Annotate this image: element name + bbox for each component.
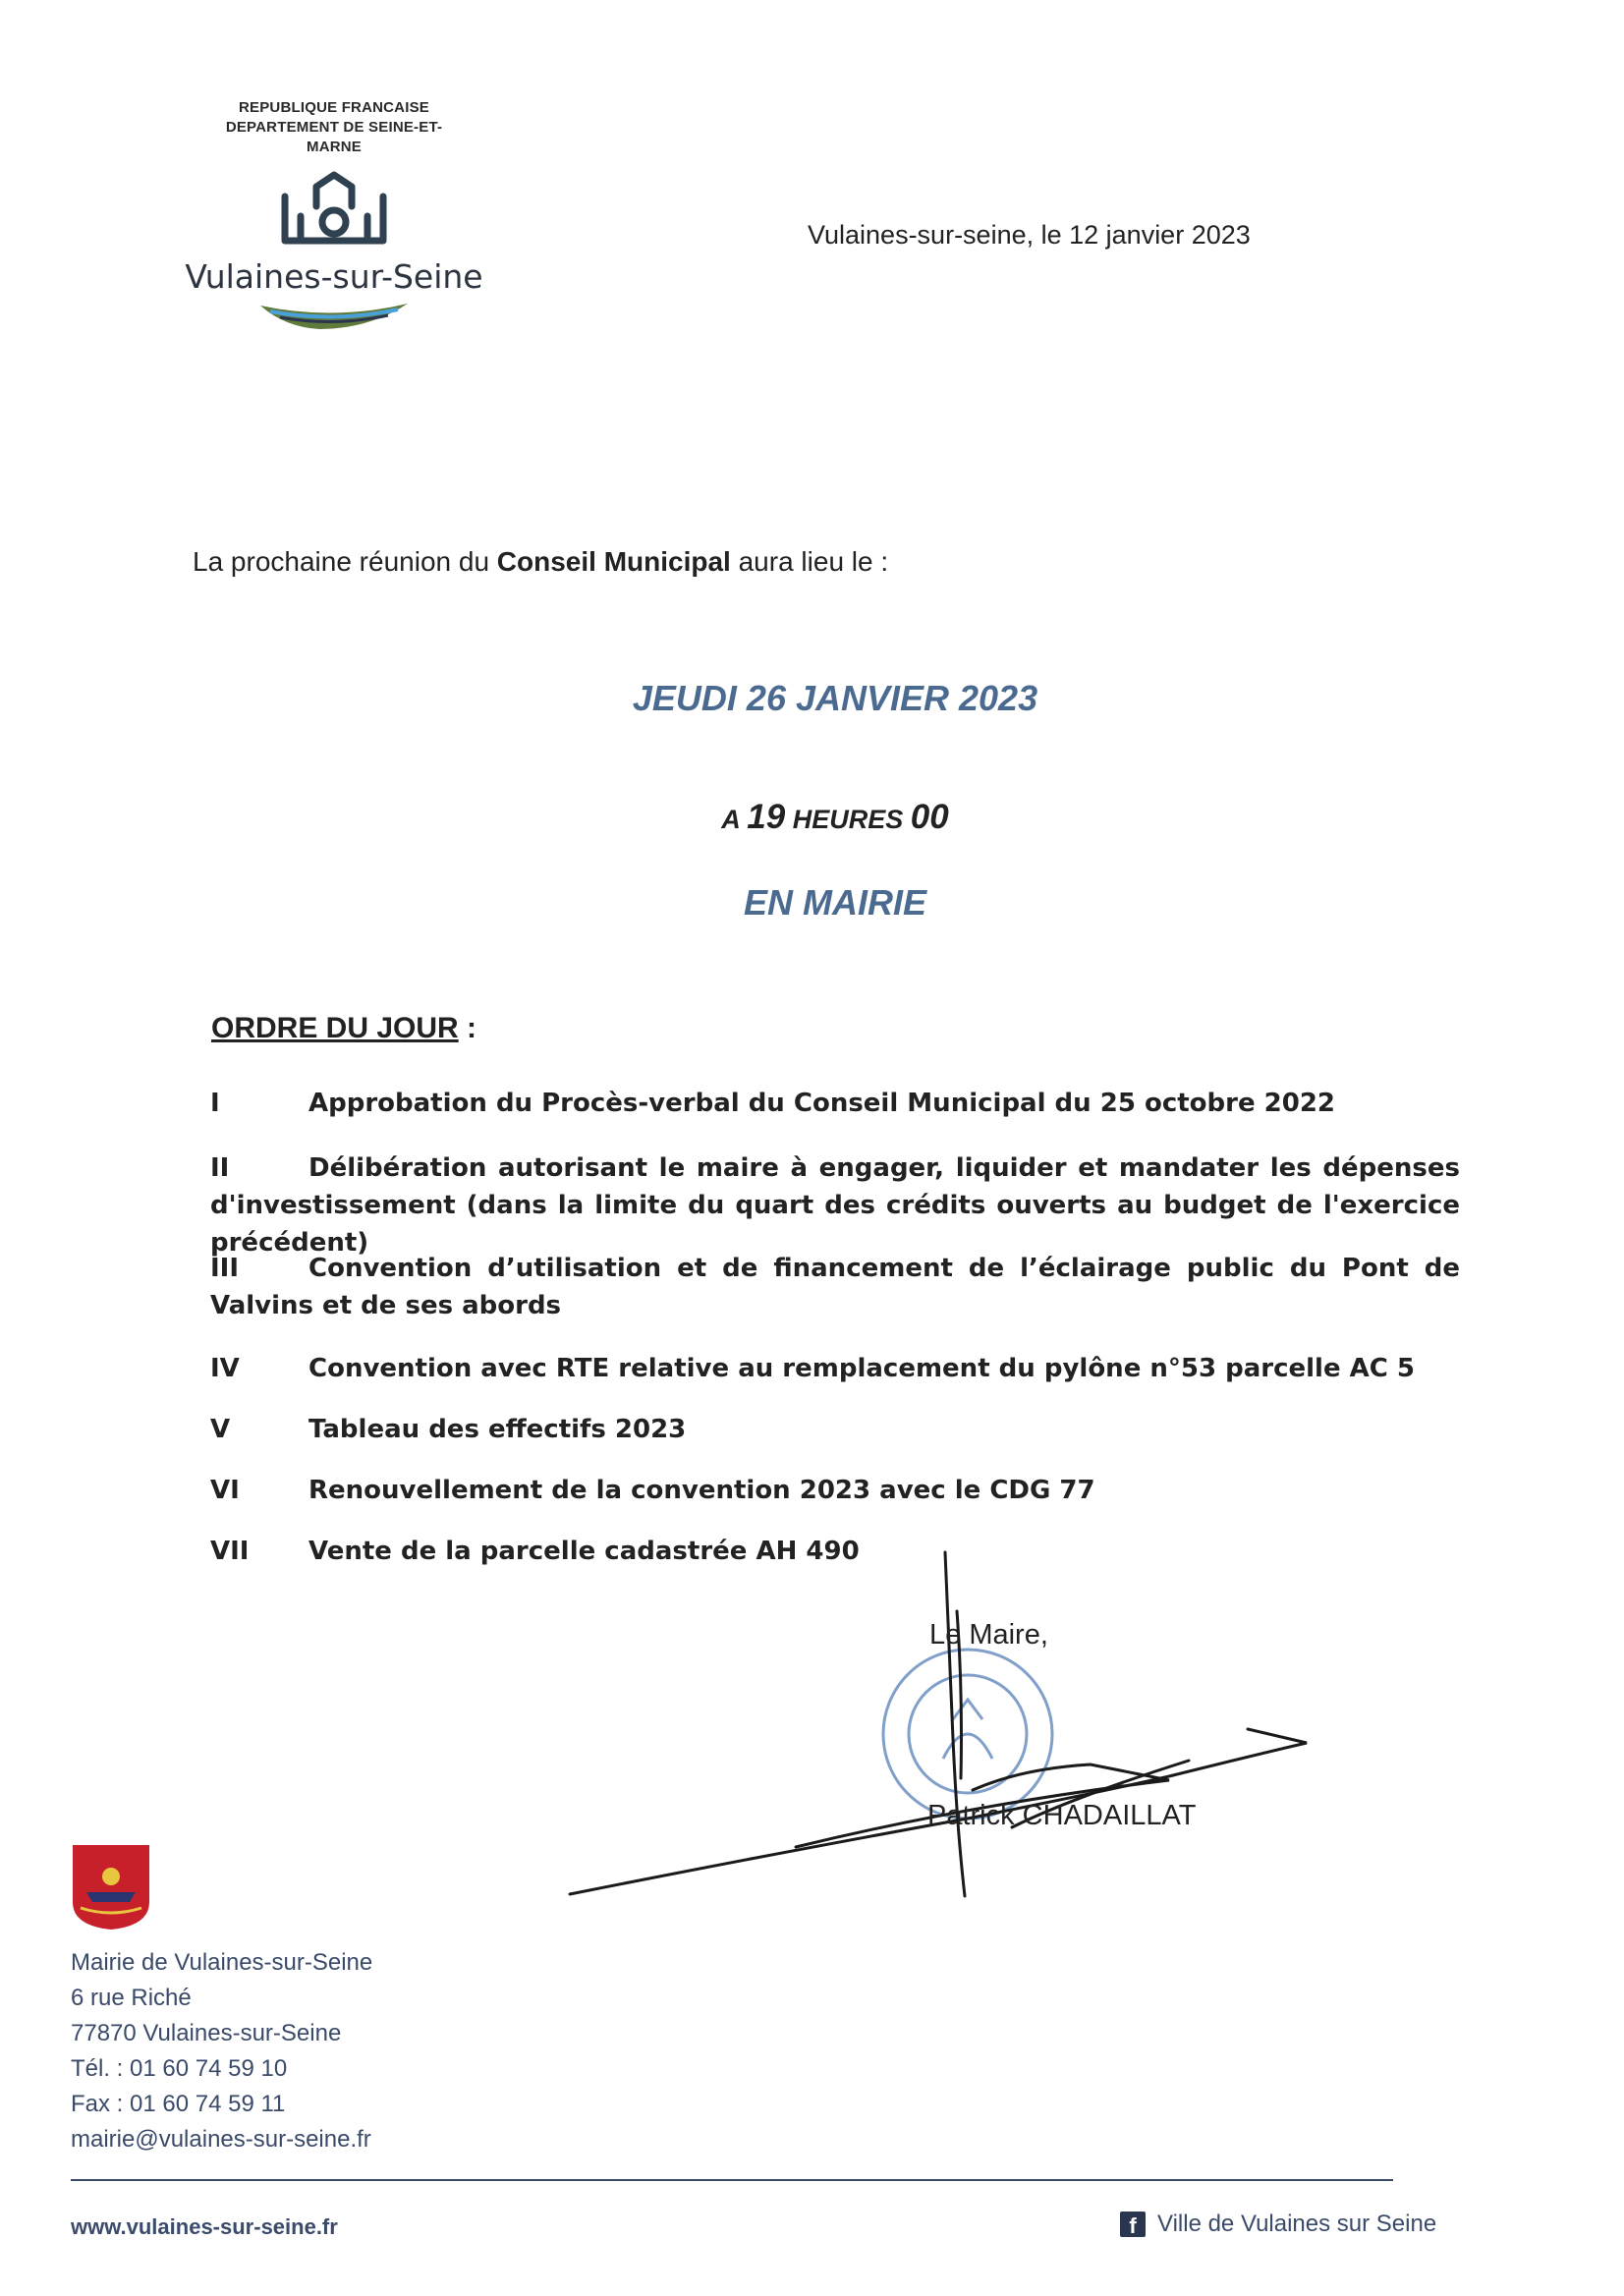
footer-divider	[71, 2179, 1393, 2181]
agenda-item	[210, 1472, 1460, 1509]
meeting-date: JEUDI 26 JANVIER 2023	[632, 678, 1038, 718]
time-prefix: A	[721, 805, 748, 834]
coat-of-arms-icon	[69, 1843, 153, 1932]
agenda-heading	[211, 1012, 476, 1045]
agenda-item-number: IV	[210, 1354, 240, 1383]
agenda-item	[210, 1250, 1460, 1324]
contact-street: 6 rue Riché	[71, 1985, 192, 2011]
agenda-heading-text: ORDRE DU JOUR	[211, 1012, 459, 1044]
town-name: Vulaines-sur-Seine	[185, 257, 483, 296]
letterhead-line-1: REPUBLIQUE FRANCAISE	[238, 99, 429, 116]
intro-before: La prochaine réunion du	[193, 546, 497, 577]
agenda-item-text: Tableau des effectifs 2023	[308, 1415, 687, 1444]
dateline: Vulaines-sur-seine, le 12 janvier 2023	[808, 220, 1251, 250]
river-wave-icon	[251, 300, 418, 333]
agenda-item-text: Renouvellement de la convention 2023 avec le CDG 77	[308, 1476, 1095, 1505]
agenda-item	[210, 1411, 1460, 1448]
letterhead-line-3: MARNE	[307, 139, 362, 155]
contact-email[interactable]: mairie@vulaines-sur-seine.fr	[71, 2126, 371, 2153]
facebook-label: Ville de Vulaines sur Seine	[1157, 2211, 1437, 2237]
letterhead-line-2: DEPARTEMENT DE SEINE-ET-	[225, 119, 443, 136]
agenda-item-number: II	[210, 1153, 230, 1183]
agenda-item-number: III	[210, 1254, 240, 1283]
signoff-title: Le Maire,	[929, 1619, 1048, 1651]
website-link[interactable]: www.vulaines-sur-seine.fr	[71, 2214, 338, 2239]
meeting-place: EN MAIRIE	[743, 882, 926, 923]
facebook-link[interactable]	[1120, 2211, 1436, 2238]
agenda-item-number: I	[210, 1089, 220, 1118]
agenda-item-number: VII	[210, 1537, 250, 1566]
agenda-heading-suffix: :	[458, 1012, 477, 1044]
contact-city: 77870 Vulaines-sur-Seine	[71, 2020, 342, 2046]
agenda-item	[210, 1085, 1460, 1122]
agenda-item-text: Convention avec RTE relative au remplacement du pylône n°53 parcelle AC 5	[308, 1354, 1415, 1383]
agenda-item-text: Délibération autorisant le maire à engager, liquider et mandater les dépenses d'investissement (dans la limite du quart des crédits ouverts au budget de l'exercice précédent)	[210, 1153, 1460, 1258]
intro-after: aura lieu le :	[730, 546, 889, 577]
agenda-item-text: Vente de la parcelle cadastrée AH 490	[308, 1537, 860, 1566]
facebook-icon: f	[1120, 2212, 1146, 2237]
agenda-item-number: V	[210, 1415, 231, 1444]
contact-fax: Fax : 01 60 74 59 11	[71, 2091, 286, 2117]
intro-bold: Conseil Municipal	[496, 546, 731, 577]
time-hour: 19	[747, 798, 786, 836]
agenda-item-number: VI	[210, 1476, 240, 1505]
contact-phone: Tél. : 01 60 74 59 10	[71, 2055, 288, 2082]
agenda-item	[210, 1149, 1460, 1261]
handwritten-signature-icon	[560, 1533, 1326, 1906]
agenda-item-text: Convention d’utilisation et de financement de l’éclairage public du Pont de Valvins et de ses abords	[210, 1254, 1460, 1320]
signer-name: Patrick CHADAILLAT	[927, 1800, 1197, 1831]
time-word: HEURES	[785, 805, 911, 834]
town-hall-logo-icon	[265, 167, 403, 255]
letterhead	[167, 98, 501, 333]
agenda-item-text: Approbation du Procès-verbal du Conseil Municipal du 25 octobre 2022	[308, 1089, 1336, 1118]
intro-sentence	[193, 546, 888, 578]
contact-block	[71, 1945, 372, 2157]
time-minutes: 00	[910, 798, 949, 836]
meeting-time	[0, 798, 1624, 837]
agenda-item	[210, 1350, 1460, 1387]
contact-name: Mairie de Vulaines-sur-Seine	[71, 1949, 373, 1976]
